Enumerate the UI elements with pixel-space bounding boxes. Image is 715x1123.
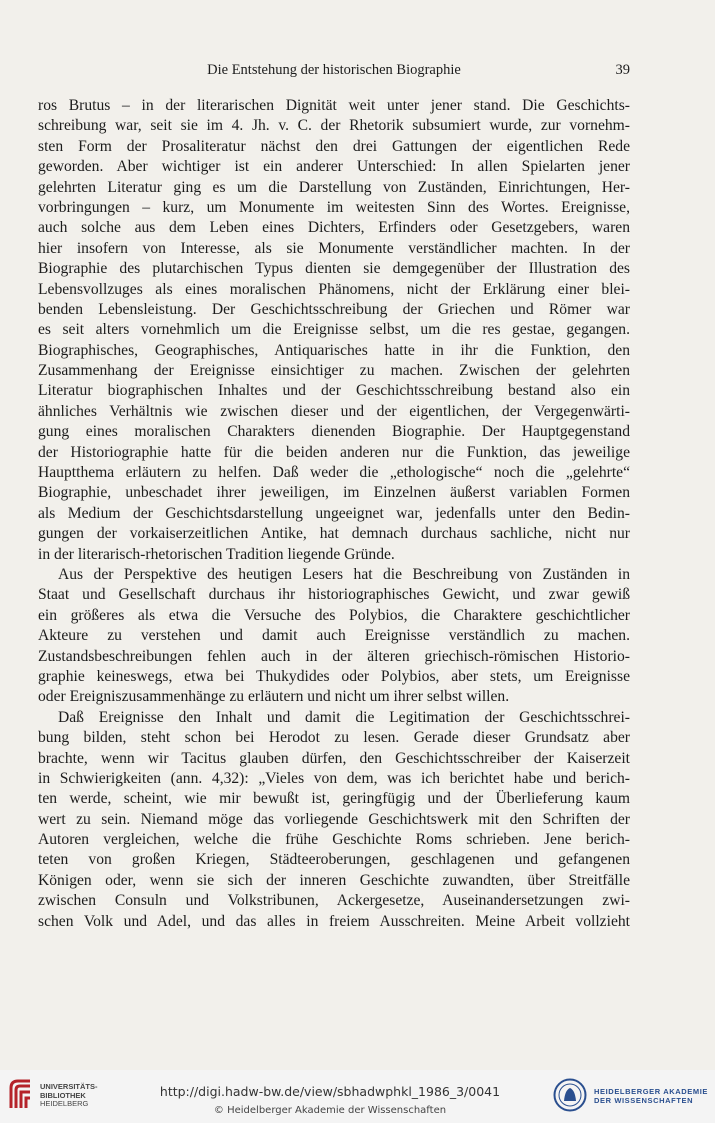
text-line: ten werde, scheint, wie mir bewußt ist, geringfügig und der Überlieferung kaum [38,790,630,808]
university-library-logo-icon [8,1078,34,1112]
footer-bar [0,1070,715,1123]
text-line: brachte, wenn wir Tacitus glauben dürfen, den Geschichtsschreiber der Kaiserzeit [38,749,630,767]
page-number: 39 [615,62,630,78]
text-line: gelehrten Literatur ging es um die Darstellung von Zuständen, Einrichtungen, Her- [38,178,630,196]
text-line: Biographie, unbeschadet ihrer jeweiligen, im Einzelnen äußerst variablen Formen [38,484,630,502]
text-line: Biographisches, Geographisches, Antiquarisches hatte in ihr die Funktion, den [38,341,630,359]
university-library-name [40,1083,98,1109]
text-line: Akteure zu verstehen und damit auch Ereignisse verständlich zu machen. [38,627,630,645]
text-line: ein größeres als etwa die Versuche des Polybios, die Charaktere geschichtlicher [38,606,630,624]
text-line: oder Ereigniszusammenhänge zu erläutern und nicht um ihrer selbst willen. [38,688,510,706]
text-line: wert zu sein. Niemand möge das vorliegende Geschichtswerk mit den Schriften der [38,810,630,828]
text-line: gung eines moralischen Charakters dienenden Biographie. Der Hauptgegenstand [38,423,630,441]
text-line: graphie keineswegs, etwa bei Thukydides oder Polybios, aber stets, um Ereignisse [38,667,630,685]
text-line: auch solche aus dem Leben eines Dichters, Erfinders oder Gesetzgebers, waren [38,219,630,237]
text-line: schen Volk und Adel, und das alles in freiem Ausschreiten. Meine Arbeit vollzieht [38,912,630,930]
running-title: Die Entstehung der historischen Biographie [207,62,461,78]
text-line: bung bilden, steht schon bei Herodot zu lesen. Gerade dieser Grundsatz aber [38,729,630,747]
text-line: Hauptthema erläutern zu helfen. Daß weder die „ethologische“ noch die „gelehrte“ [38,464,630,482]
text-line: Autoren vergleichen, welche die frühe Geschichte Roms schrieben. Jene berich- [38,831,630,849]
text-line: geworden. Aber wichtiger ist ein anderer Unterschied: In allen Spielarten jener [38,158,630,176]
text-line: teten von großen Kriegen, Städteeroberungen, geschlagenen und gefangenen [38,851,630,869]
text-line: ros Brutus – in der literarischen Dignität weit unter jener stand. Die Geschichts- [38,97,630,114]
text-line: in Schwierigkeiten (ann. 4,32): „Vieles von dem, was ich berichtet habe und berich- [38,769,630,787]
library-line-1: UNIVERSITÄTS- [40,1082,98,1091]
text-line: Aus der Perspektive des heutigen Lesers hat die Beschreibung von Zuständen in [58,565,630,583]
text-line: Zusammenhang der Ereignisse einsichtiger zu machen. Zwischen der gelehrten [38,362,630,380]
running-header [38,62,630,84]
text-line: sten Form der Prosaliteratur nächst den drei Gattungen der eigentlichen Rede [38,137,630,155]
text-line: Biographie des plutarchischen Typus dienten sie demgegenüber der Illustration des [38,260,630,278]
text-line: hier insofern von Interesse, als sie Monumente verständlicher machten. In der [38,239,630,257]
text-line: Staat und Gesellschaft durchaus ihr historiographisches Gewicht, und zwar gewiß [38,586,630,604]
academy-line-2: DER WISSENSCHAFTEN [594,1096,694,1105]
text-line: zwischen Consuln und Volkstribunen, Ackergesetze, Auseinandersetzungen zwi- [38,892,630,910]
text-line: vorbringungen – kurz, um Monumente im weitesten Sinn des Wortes. Ereignisse, [38,198,630,216]
text-line: es seit alters vornehmlich um die Ereignisse selbst, um die res gestae, gegangen. [38,321,630,339]
source-url-link[interactable]: http://digi.hadw-bw.de/view/sbhadwphkl_1986_3/0041 [159,1084,501,1099]
body-text [38,96,630,932]
text-line: Königen oder, wenn sie sich der inneren Geschichte zuwandten, über Streitfälle [38,871,630,889]
text-line: Daß Ereignisse den Inhalt und damit die Legitimation der Geschichtsschrei- [58,708,630,726]
library-line-2: BIBLIOTHEK [40,1090,86,1100]
academy-seal-icon [553,1078,587,1112]
text-line: Zustandsbeschreibungen fehlen auch in der älteren griechisch-römischen Historio- [38,647,630,665]
text-line: gungen der vorkaiserzeitlichen Antike, hat demnach durchaus sachliche, nicht nur [38,525,630,543]
academy-name [594,1087,708,1105]
text-line: Lebensvollzuges als eines moralischen Phänomens, nicht der Erklärung einer blei- [38,280,630,298]
text-line: als Medium der Geschichtsdarstellung ungeeignet war, jedenfalls unter den Bedin- [38,504,630,522]
library-line-3: HEIDELBERG [40,1099,89,1108]
text-line: ähnliches Verhältnis wie zwischen dieser und der eigentlichen, der Vergegenwärti- [38,402,630,420]
text-line: benden Lebensleistung. Der Geschichtsschreibung der Griechen und Römer war [38,300,630,318]
text-line: Literatur biographischen Inhaltes und der Geschichtsschreibung bestand also ein [38,382,630,400]
academy-line-1: HEIDELBERGER AKADEMIE [594,1087,708,1096]
text-line: schreibung war, seit sie im 4. Jh. v. C. der Rhetorik subsumiert wurde, zur vornehm- [38,117,630,135]
text-line: in der literarisch-rhetorischen Tradition liegende Gründe. [38,545,395,563]
copyright-notice: © Heidelberger Akademie der Wissenschaften [213,1105,447,1116]
text-line: der Historiographie hatte für die beiden anderen nur die Funktion, das jeweilige [38,443,630,461]
